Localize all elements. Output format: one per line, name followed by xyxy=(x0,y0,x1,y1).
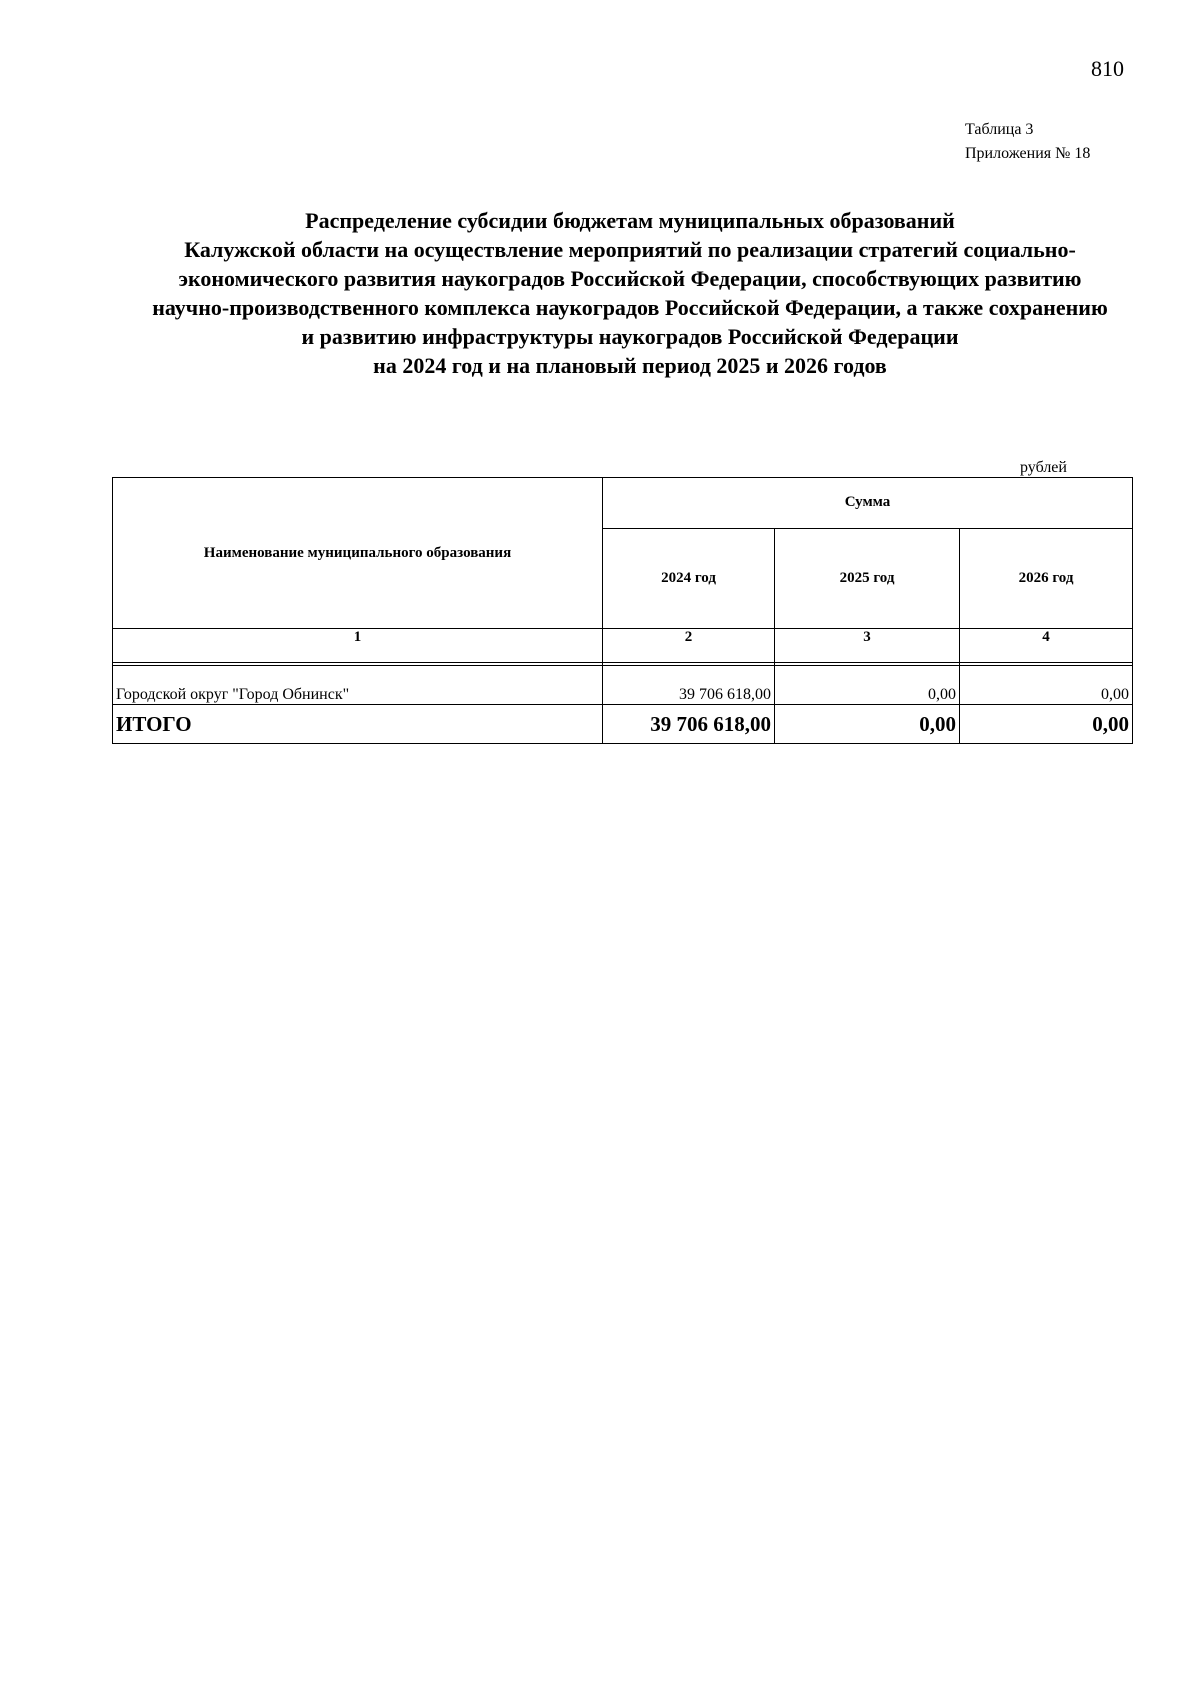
title-line: и развитию инфраструктуры наукоградов Российской Федерации xyxy=(301,324,959,349)
page-number: 810 xyxy=(1091,56,1124,81)
value-2025: 0,00 xyxy=(775,666,960,705)
total-2024: 39 706 618,00 xyxy=(603,705,775,744)
total-label: ИТОГО xyxy=(113,705,603,744)
total-2026: 0,00 xyxy=(960,705,1133,744)
column-number: 3 xyxy=(775,629,960,663)
table-ref-line2: Приложения № 18 xyxy=(965,145,1091,162)
table-row xyxy=(113,666,1133,705)
title-line: экономического развития наукоградов Российской Федерации, способствующих развитию xyxy=(178,266,1082,291)
value-2026: 0,00 xyxy=(960,666,1133,705)
column-number: 1 xyxy=(113,629,603,663)
title-line: на 2024 год и на плановый период 2025 и 2026 годов xyxy=(373,353,887,378)
document-title xyxy=(100,206,1160,380)
total-row xyxy=(113,705,1133,744)
title-line: Распределение субсидии бюджетам муниципальных образований xyxy=(305,208,955,233)
header-year-2024: 2024 год xyxy=(603,528,775,628)
municipality-name: Городской округ "Город Обнинск" xyxy=(113,666,603,705)
column-number: 2 xyxy=(603,629,775,663)
total-2025: 0,00 xyxy=(775,705,960,744)
header-year-2025: 2025 год xyxy=(775,528,960,628)
header-municipality: Наименование муниципального образования xyxy=(113,478,603,629)
column-number: 4 xyxy=(960,629,1133,663)
title-line: Калужской области на осуществление мероприятий по реализации стратегий социально- xyxy=(184,237,1076,262)
title-line: научно-производственного комплекса наукоградов Российской Федерации, а также сохранению xyxy=(152,295,1108,320)
units-label: рублей xyxy=(1020,459,1067,476)
header-year-2026: 2026 год xyxy=(960,528,1133,628)
subsidy-table xyxy=(112,477,1133,744)
table-ref-line1: Таблица 3 xyxy=(965,121,1034,138)
value-2024: 39 706 618,00 xyxy=(603,666,775,705)
header-sum: Сумма xyxy=(603,478,1133,529)
table-reference xyxy=(965,118,1090,166)
